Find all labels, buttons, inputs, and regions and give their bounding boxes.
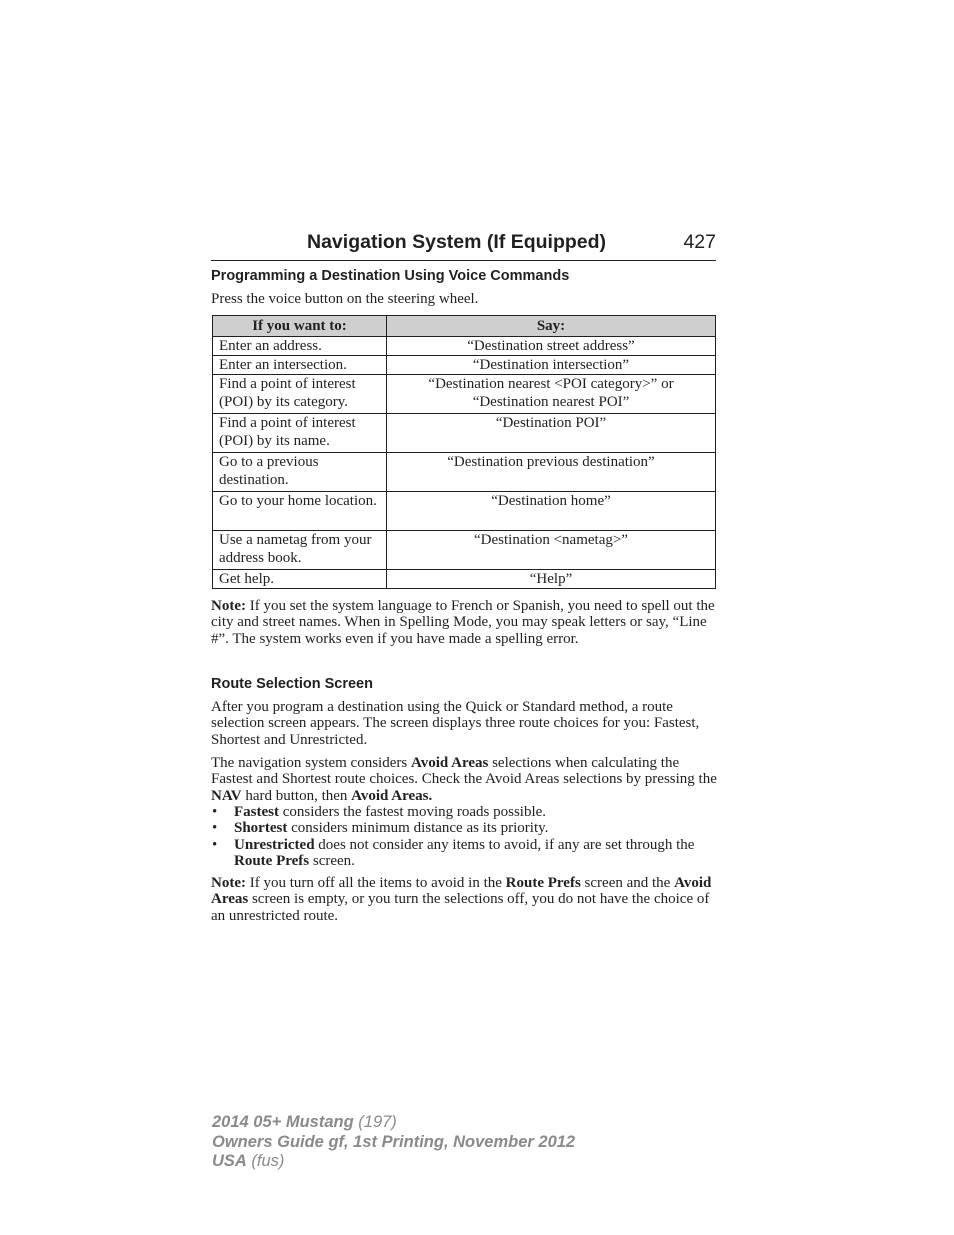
table-row (213, 414, 716, 453)
table-cell-want: Find a point of interest (POI) by its category. (213, 375, 387, 414)
table-row (213, 375, 716, 414)
table-row (213, 453, 716, 492)
table-cell-say: “Destination home” (387, 492, 716, 531)
text-run: screen. (309, 852, 355, 869)
section-heading-route-selection: Route Selection Screen (211, 676, 373, 692)
table-cell-say: “Destination POI” (387, 414, 716, 453)
route-choice-term: Shortest (234, 820, 288, 837)
table-cell-say: “Destination street address” (387, 337, 716, 356)
avoid-areas-term: Avoid Areas (211, 875, 712, 908)
footer-model-code: (197) (353, 1113, 397, 1131)
table-cell-say: “Destination previous destination” (387, 453, 716, 492)
text-run: selections when calculating the Fastest and Shortest route choices. Check the Avoid Areas selections by pressing the (211, 755, 717, 788)
route-intro-paragraph: After you program a destination using the Quick or Standard method, a route selection screen appears. The screen displays three route choices for you: Fastest, Shortest and Unrestricted. (211, 699, 700, 748)
table-cell-say: “Help” (387, 570, 716, 589)
voice-command-table (212, 315, 716, 589)
route-prefs-term: Route Prefs (234, 852, 310, 869)
table-cell-say: “Destination <nametag>” (387, 531, 716, 570)
table-cell-want: Go to a previous destination. (213, 453, 387, 492)
bullet-icon: • (212, 820, 218, 837)
table-row (213, 570, 716, 589)
note-text: If you set the system language to French or Spanish, you need to spell out the city and street names. When in Spelling Mode, you may speak letters or say, “Line #”. The system works even if you have made a spelling error. (211, 598, 715, 647)
footer-line-region (212, 1152, 575, 1172)
note-language (211, 598, 721, 647)
table-cell-say: “Destination nearest <POI category>” or “Destination nearest POI” (387, 375, 716, 414)
text-run: considers the fastest moving roads possible. (279, 804, 547, 820)
section-heading-voice-commands: Programming a Destination Using Voice Commands (211, 268, 570, 284)
table-cell-want: Enter an intersection. (213, 356, 387, 375)
route-choice-term: Unrestricted (234, 836, 315, 853)
table-row (213, 531, 716, 570)
bullet-icon: • (212, 804, 218, 820)
table-row (213, 492, 716, 531)
note-label: Note: (211, 875, 246, 891)
note-avoid (211, 875, 721, 924)
page-footer (212, 1113, 575, 1172)
column-header-say: Say: (387, 316, 716, 337)
intro-paragraph: Press the voice button on the steering wheel. (211, 291, 479, 307)
bullet-icon: • (212, 836, 218, 853)
text-run: screen is empty, or you turn the selections off, you do not have the choice of an unrestricted route. (211, 891, 710, 924)
avoid-areas-term: Avoid Areas (410, 755, 489, 771)
footer-line-model (212, 1113, 575, 1133)
table-cell-want: Go to your home location. (213, 492, 387, 531)
footer-region: USA (212, 1152, 247, 1170)
route-choice-list (211, 804, 721, 869)
route-prefs-term: Route Prefs (505, 875, 581, 891)
table-cell-say: “Destination intersection” (387, 356, 716, 375)
avoid-areas-term: Avoid Areas. (351, 787, 433, 804)
list-item (211, 837, 721, 870)
footer-guide: Owners Guide gf, 1st Printing, November 2012 (212, 1132, 576, 1151)
table-header-row (213, 316, 716, 337)
footer-model: 2014 05+ Mustang (212, 1113, 354, 1131)
table-cell-want: Get help. (213, 570, 387, 589)
table-row (213, 356, 716, 375)
list-item (211, 804, 721, 820)
chapter-title: Navigation System (If Equipped) (307, 231, 607, 253)
page-number: 427 (683, 231, 716, 253)
table-cell-want: Find a point of interest (POI) by its name. (213, 414, 387, 453)
text-run: The navigation system considers (211, 755, 411, 771)
nav-button-term: NAV (211, 787, 242, 804)
page-header (211, 229, 716, 261)
table-cell-want: Enter an address. (213, 337, 387, 356)
table-cell-want: Use a nametag from your address book. (213, 531, 387, 570)
text-run: considers minimum distance as its priority. (287, 820, 549, 837)
route-choice-term: Fastest (234, 804, 279, 820)
footer-region-code: (fus) (246, 1152, 285, 1170)
avoid-areas-paragraph (211, 755, 721, 804)
text-run: hard button, then (241, 787, 352, 804)
note-label: Note: (211, 598, 246, 614)
text-run: screen and the (580, 875, 675, 891)
text-run: If you turn off all the items to avoid in the (245, 875, 506, 891)
list-item (211, 820, 721, 836)
text-run: does not consider any items to avoid, if any are set through the (314, 836, 695, 853)
column-header-want: If you want to: (213, 316, 387, 337)
footer-line-guide (212, 1133, 575, 1153)
table-row (213, 337, 716, 356)
